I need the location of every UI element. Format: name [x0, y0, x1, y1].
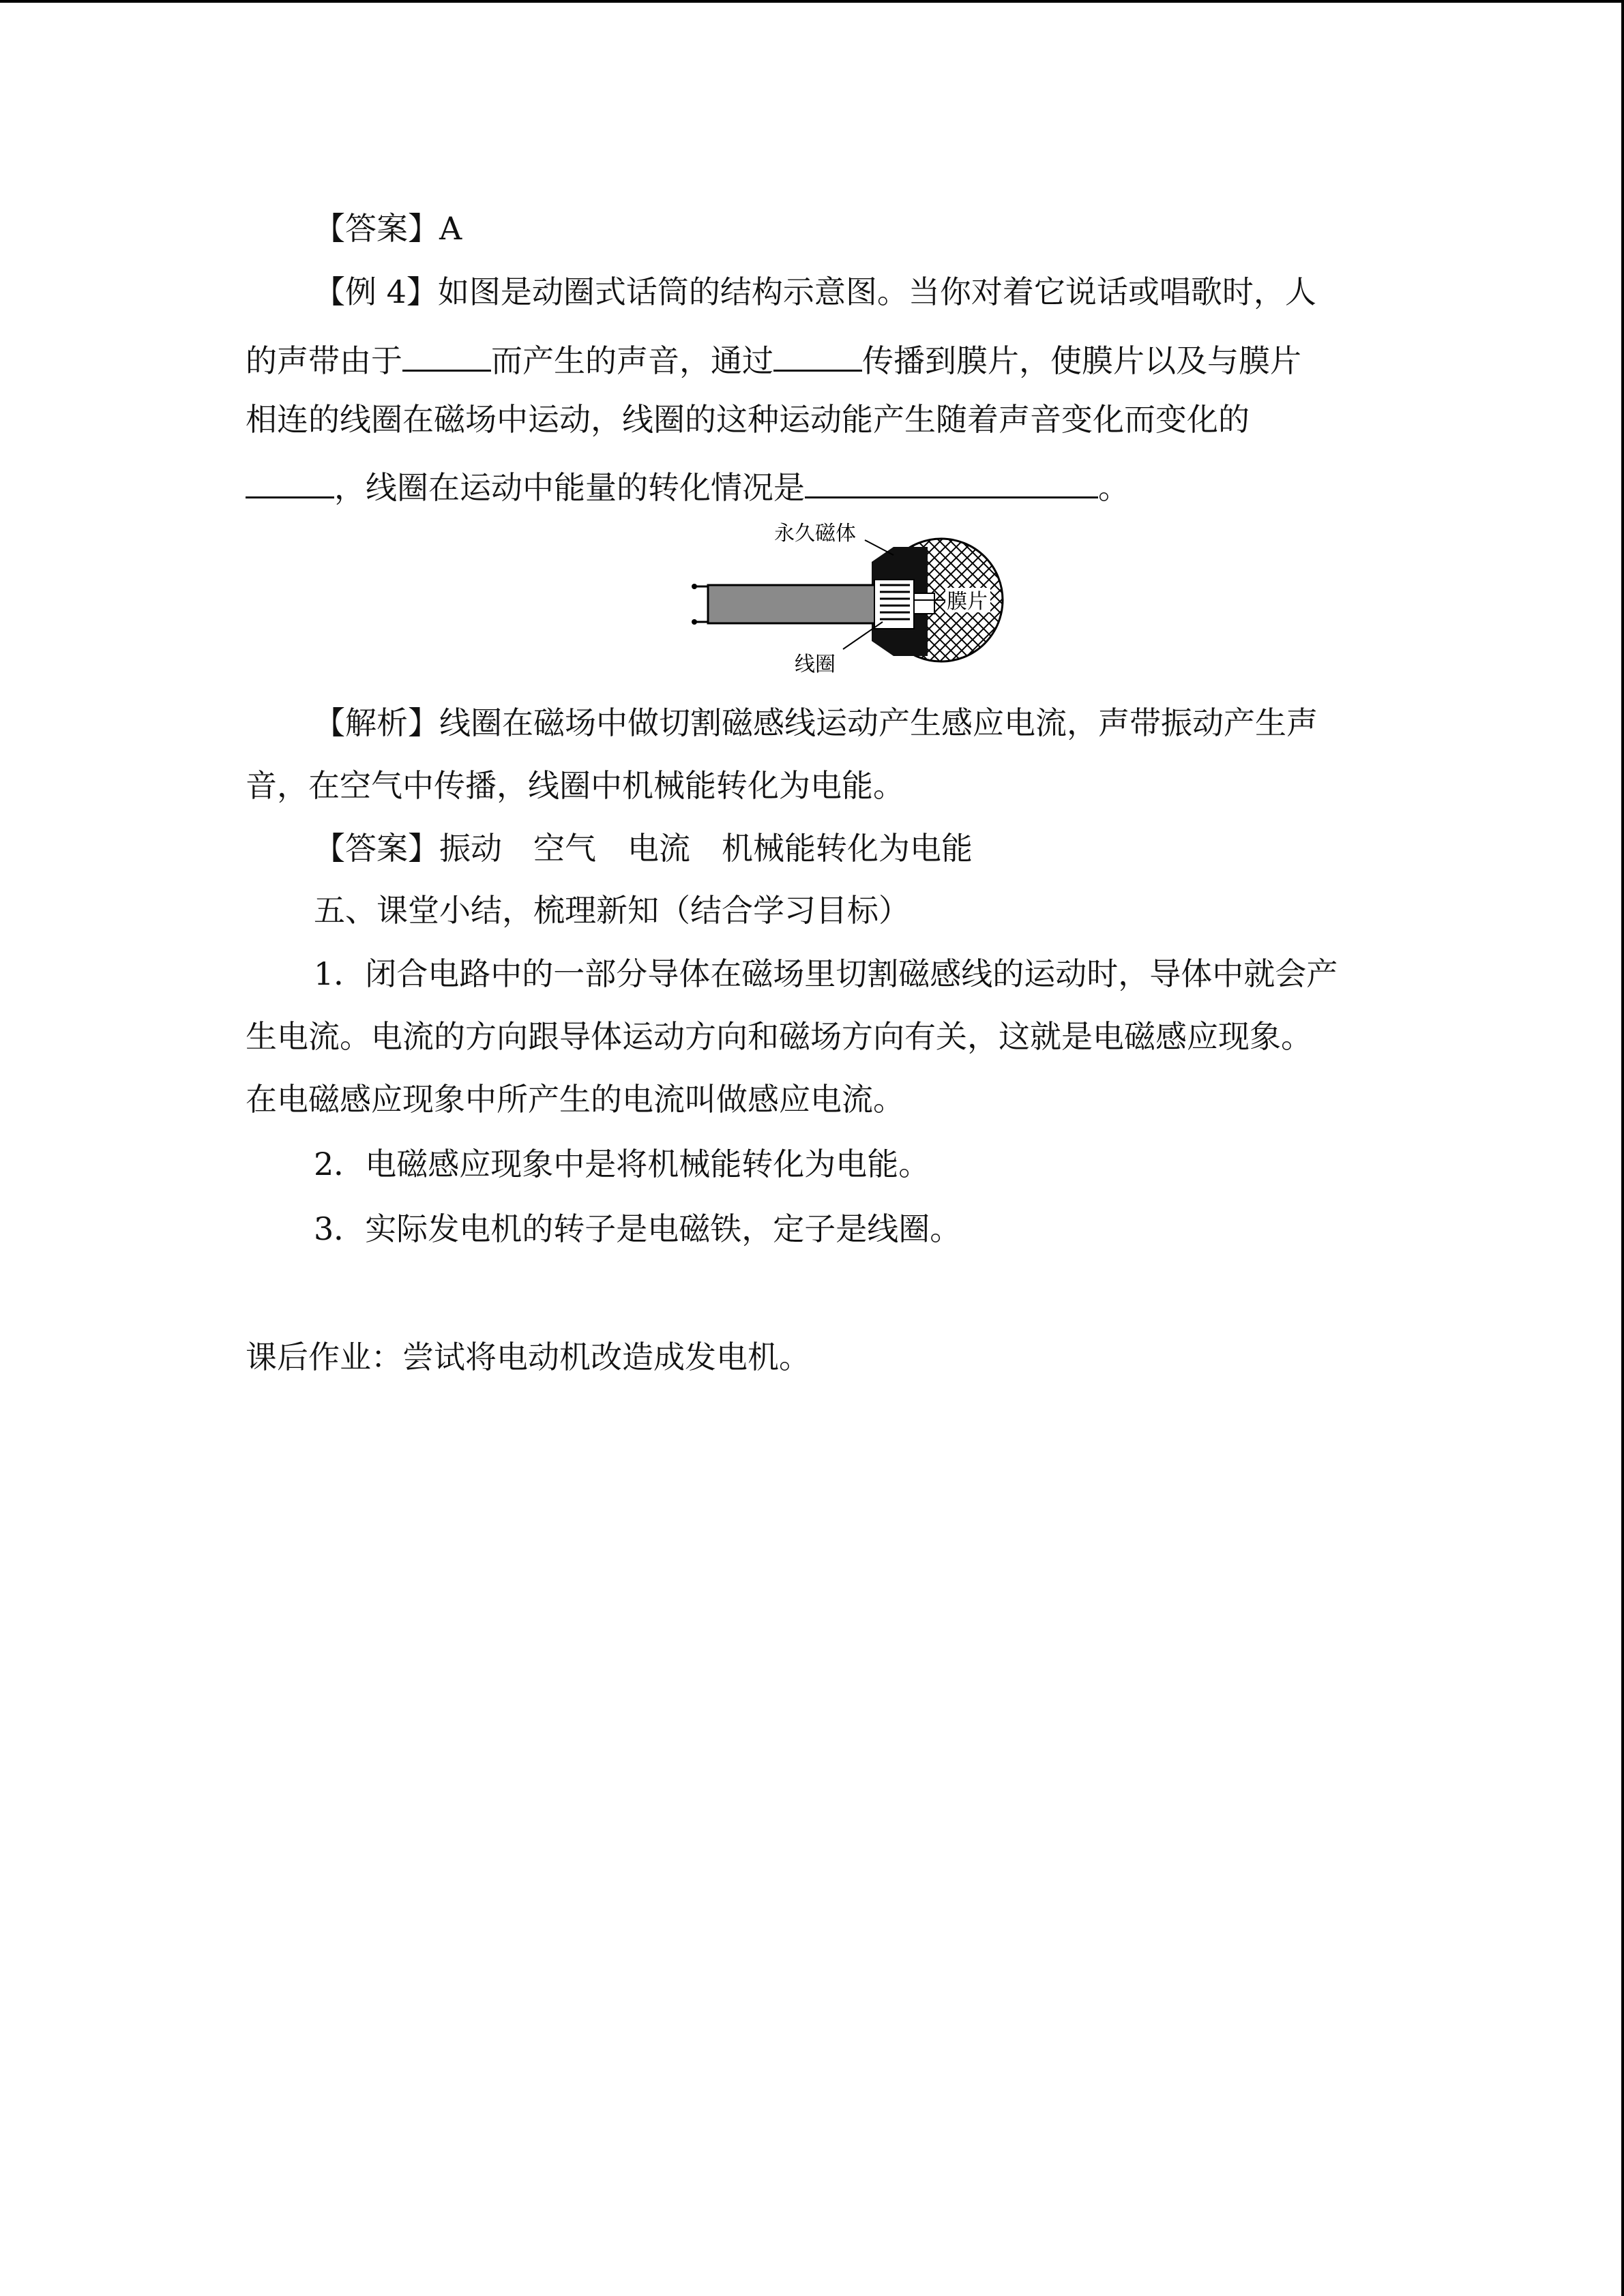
label-diaphragm: 膜片	[947, 590, 988, 614]
summary-1-line-2: 生电流。电流的方向跟导体运动方向和磁场方向有关，这就是电磁感应现象。	[246, 1018, 1312, 1055]
analysis-line-1: 【解析】线圈在磁场中做切割磁感线运动产生感应电流，声带振动产生声	[314, 704, 1318, 741]
label-coil: 线圈	[795, 653, 836, 676]
blank-1	[402, 336, 491, 372]
handle-body	[708, 585, 880, 623]
example-4-text-c: 传播到膜片，使膜片以及与膜片	[862, 342, 1301, 379]
blank-2	[773, 336, 862, 372]
summary-1-line-1: 1．闭合电路中的一部分导体在磁场里切割磁感线的运动时，导体中就会产	[314, 955, 1338, 992]
summary-3: 3．实际发电机的转子是电磁铁，定子是线圈。	[314, 1210, 962, 1247]
section-5-heading: 五、课堂小结，梳理新知（结合学习目标）	[314, 892, 910, 929]
analysis-line-2: 音，在空气中传播，线圈中机械能转化为电能。	[246, 767, 904, 804]
example-4-line-1: 【例 4】如图是动圈式话筒的结构示意图。当你对着它说话或唱歌时，人	[314, 273, 1316, 310]
page-right-border	[1621, 0, 1624, 2296]
magnet-leader	[865, 540, 894, 555]
microphone-diagram	[689, 520, 1009, 683]
blank-3	[246, 462, 334, 498]
answer-line-1: 【答案】A	[314, 210, 462, 247]
terminal-bottom	[692, 619, 697, 625]
magnet-core	[914, 593, 934, 614]
example-4-line-2	[246, 336, 1301, 381]
summary-2: 2．电磁感应现象中是将机械能转化为电能。	[314, 1146, 930, 1182]
example-4-text-a: 的声带由于	[246, 342, 402, 379]
terminal-top	[692, 584, 697, 589]
label-permanent-magnet: 永久磁体	[774, 522, 856, 546]
homework-line: 课后作业：尝试将电动机改造成发电机。	[246, 1339, 810, 1375]
example-4-line-3: 相连的线圈在磁场中运动，线圈的这种运动能产生随着声音变化而变化的	[246, 401, 1250, 438]
summary-1-line-3: 在电磁感应现象中所产生的电流叫做感应电流。	[246, 1081, 904, 1118]
answer-line-2: 【答案】振动 空气 电流 机械能转化为电能	[314, 830, 973, 867]
example-4-line-4	[246, 462, 1130, 508]
coil-gap	[874, 580, 914, 629]
blank-4	[805, 462, 1098, 498]
example-4-text-d: ，线圈在运动中能量的转化情况是	[334, 469, 805, 506]
page-top-border	[0, 0, 1624, 3]
example-4-text-b: 而产生的声音，通过	[491, 342, 773, 379]
example-4-text-e: 。	[1098, 469, 1130, 506]
